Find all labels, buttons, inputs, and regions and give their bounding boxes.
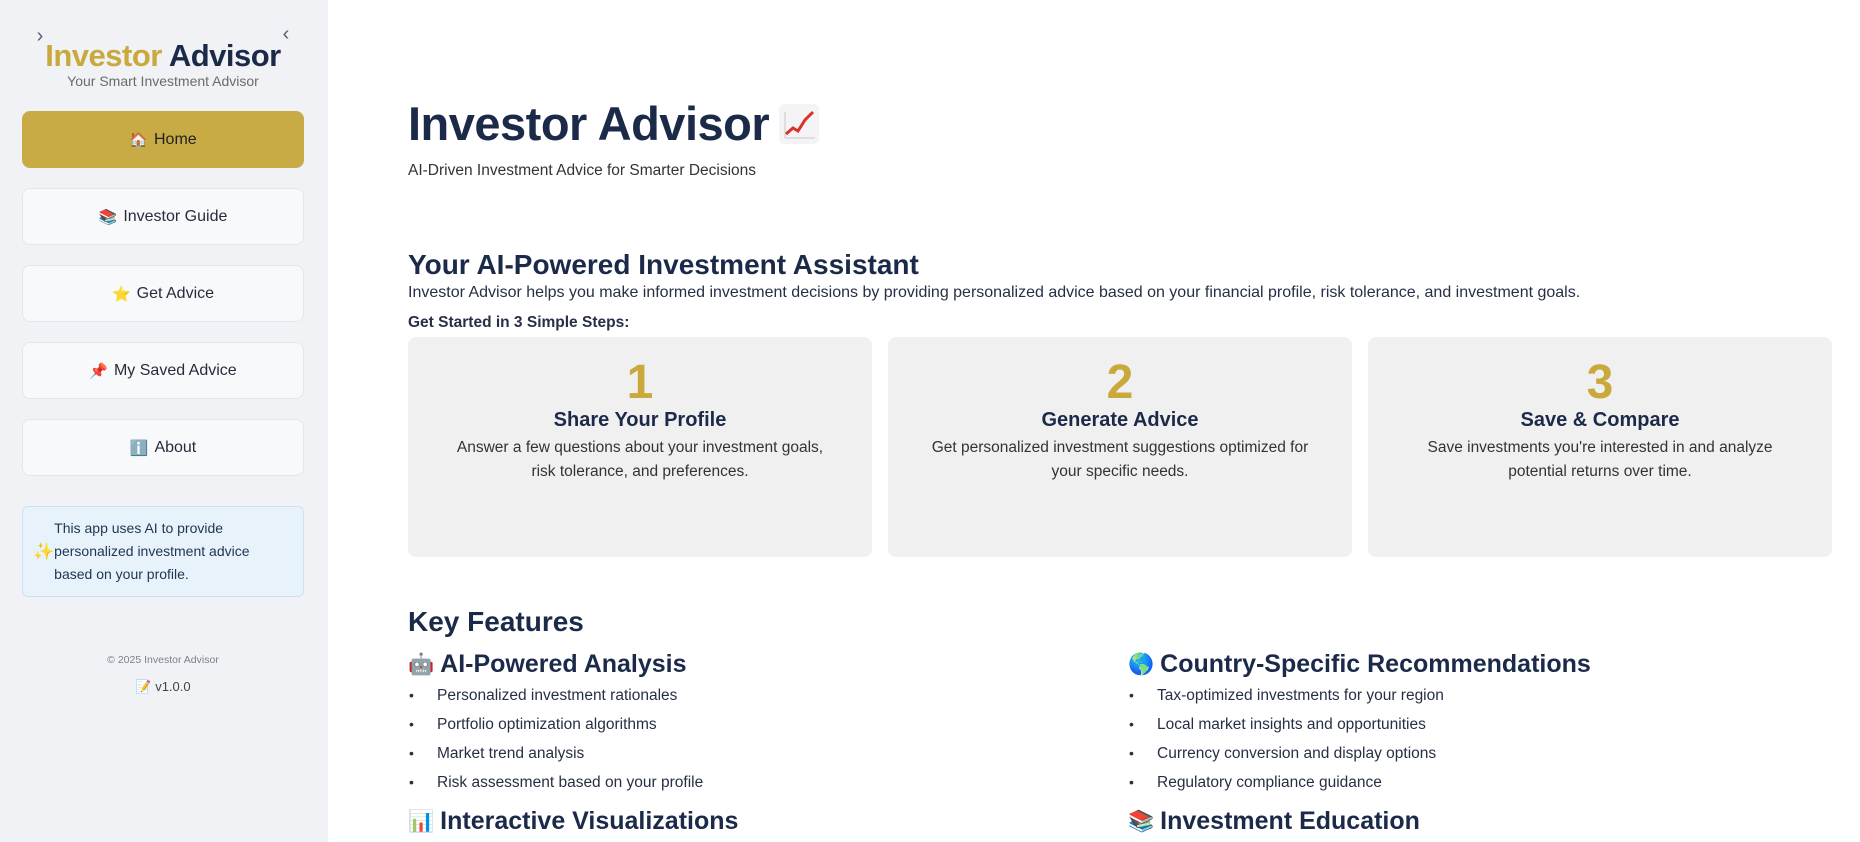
books-icon: 📚 (98, 208, 118, 226)
nav-home-label: Home (154, 130, 197, 148)
nav-saved-advice-button[interactable] (22, 342, 304, 399)
step-number: 3 (1586, 356, 1614, 409)
feature-education-title (1128, 807, 1420, 836)
brand-word-investor: Investor (45, 38, 162, 73)
step-number: 1 (626, 356, 654, 409)
nav-saved-advice-label: My Saved Advice (113, 361, 237, 379)
list-item: • Portfolio optimization algorithms (408, 710, 703, 739)
ai-info-callout (22, 506, 304, 597)
step-title: Share Your Profile (553, 409, 727, 431)
bar-chart-icon: 📊 (408, 809, 435, 833)
list-item: • Risk assessment based on your profile (408, 768, 703, 797)
feature-title-text: Investment Education (1160, 807, 1420, 835)
feature-title-text: AI-Powered Analysis (440, 650, 687, 678)
step-card-1 (408, 337, 872, 557)
feature-country-title (1128, 650, 1591, 679)
list-item: • Currency conversion and display options (1128, 739, 1444, 768)
step-description: Save investments you're interested in and analyze potential returns over time. (1427, 439, 1773, 480)
sparkles-icon: ✨ (33, 541, 55, 561)
ai-info-text: This app uses AI to provide personalized investment advice based on your profile. (54, 520, 250, 582)
list-item: • Regulatory compliance guidance (1128, 768, 1444, 797)
version-label: v1.0.0 (155, 679, 191, 694)
step-description: Get personalized investment suggestions optimized for your specific needs. (931, 439, 1309, 480)
step-card-2 (888, 337, 1352, 557)
list-item: • Personalized investment rationales (408, 681, 703, 710)
globe-icon: 🌎 (1128, 652, 1155, 676)
info-icon: ℹ️ (129, 439, 149, 457)
nav-about-label: About (154, 438, 197, 456)
brand-tagline: Your Smart Investment Advisor (67, 73, 259, 89)
step-card-3 (1368, 337, 1832, 557)
step-number: 2 (1106, 356, 1134, 409)
copyright-text: © 2025 Investor Advisor (107, 654, 219, 666)
house-icon: 🏠 (129, 131, 148, 149)
list-item: • Local market insights and opportunities (1128, 710, 1444, 739)
feature-title-text: Country-Specific Recommendations (1160, 650, 1591, 678)
steps-label: Get Started in 3 Simple Steps: (408, 314, 630, 331)
nav-about-button[interactable] (22, 419, 304, 476)
nav-get-advice-label: Get Advice (136, 284, 215, 302)
nav-get-advice-button[interactable] (22, 265, 304, 322)
collapse-sidebar-icon[interactable]: ‹ (282, 23, 290, 45)
key-features-heading: Key Features (408, 606, 584, 637)
main-content (328, 0, 1860, 842)
books-icon: 📚 (1128, 809, 1155, 833)
feature-title-text: Interactive Visualizations (440, 807, 739, 835)
assistant-heading: Your AI-Powered Investment Assistant (408, 249, 919, 280)
feature-ai-analysis-list (408, 681, 703, 797)
nav-investor-guide-button[interactable] (22, 188, 304, 245)
page-title-text: Investor Advisor (408, 97, 770, 150)
brand-word-advisor: Advisor (161, 38, 281, 73)
step-title: Save & Compare (1520, 409, 1680, 431)
nav-home-button[interactable] (22, 111, 304, 168)
version-info (22, 679, 304, 695)
page-subtitle: AI-Driven Investment Advice for Smarter Decisions (408, 162, 757, 179)
feature-visualizations-title (408, 807, 738, 836)
feature-country-list (1128, 681, 1444, 797)
robot-icon: 🤖 (408, 652, 435, 676)
sidebar (0, 0, 328, 842)
assistant-intro: Investor Advisor helps you make informed investment decisions by providing personalized advice based on your financial profile, risk tolerance, and investment goals. (408, 284, 1581, 301)
list-item: • Tax-optimized investments for your region (1128, 681, 1444, 710)
step-title: Generate Advice (1041, 409, 1199, 431)
feature-ai-analysis-title (408, 650, 687, 679)
chart-increasing-icon (779, 104, 819, 144)
pushpin-icon: 📌 (89, 362, 108, 380)
list-item: • Market trend analysis (408, 739, 703, 768)
memo-icon: 📝 (135, 679, 152, 694)
nav-investor-guide-label: Investor Guide (123, 207, 228, 225)
page-title (408, 96, 819, 151)
star-icon: ⭐ (111, 285, 131, 303)
expand-chevron-icon[interactable]: › (36, 25, 44, 47)
brand-logo (40, 38, 286, 74)
step-description: Answer a few questions about your investment goals, risk tolerance, and preferences. (456, 439, 824, 480)
